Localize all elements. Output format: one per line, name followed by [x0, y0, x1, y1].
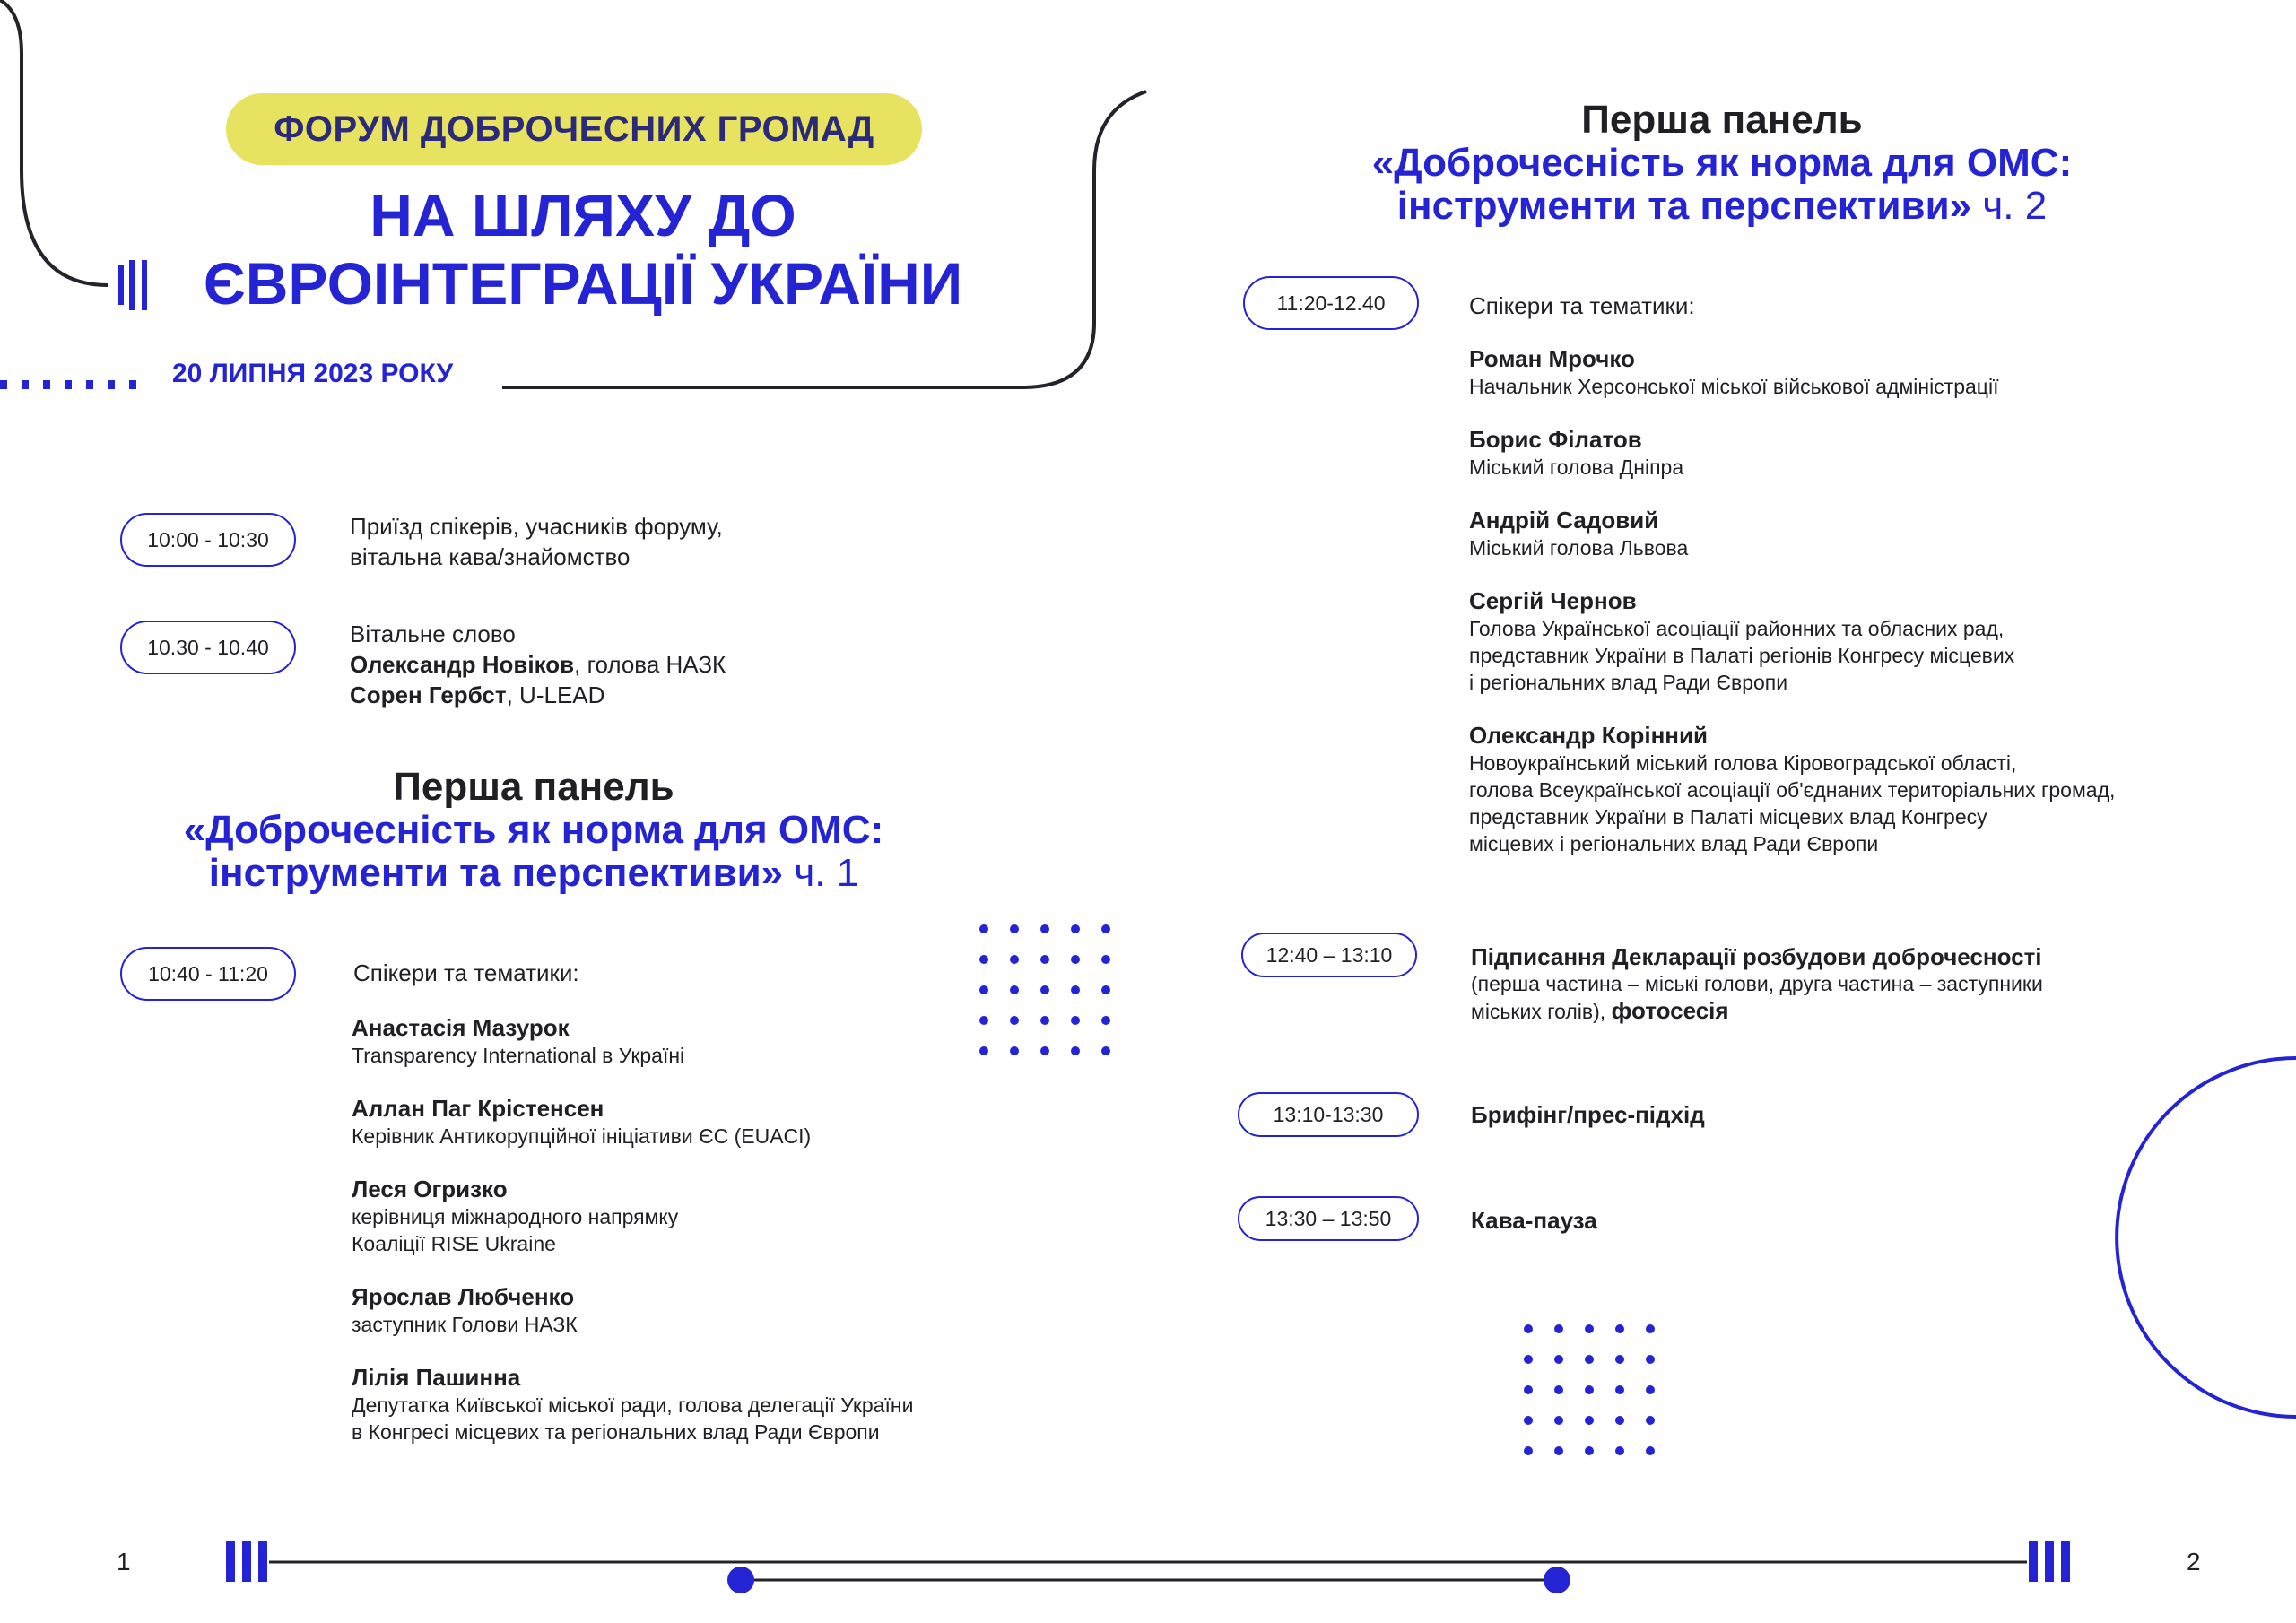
speaker-name: Ярослав Любченко	[352, 1283, 575, 1310]
grid-dot	[1524, 1446, 1533, 1455]
speaker-name: Сорен Гербст	[350, 681, 507, 708]
grid-dot	[1101, 985, 1110, 994]
schedule-item	[1471, 1207, 1597, 1234]
grid-dot	[1101, 955, 1110, 964]
panel-title-line-1: «Доброчесність як норма для ОМС:	[1371, 141, 2073, 185]
time-badge: 10.30 - 10.40	[120, 621, 296, 674]
grid-dot	[1615, 1446, 1624, 1455]
schedule-item-line: вітальна кава/знайомство	[350, 543, 631, 570]
speaker-role: Міський голова Львова	[1469, 536, 1689, 560]
schedule-item-line: Вітальне слово	[350, 621, 516, 647]
schedule-item	[1471, 943, 2043, 1025]
speaker-name: Сергій Чернов	[1469, 587, 1637, 614]
grid-dot	[1554, 1446, 1563, 1455]
speaker-name: Борис Філатов	[1469, 426, 1642, 453]
speaker-entry	[1469, 506, 2258, 561]
speaker-entry	[1469, 344, 2258, 400]
grid-dot	[1554, 1385, 1563, 1394]
speaker-name: Лілія Пашинна	[352, 1364, 521, 1391]
grid-dot	[1646, 1416, 1655, 1425]
grid-dot	[1524, 1355, 1533, 1364]
panel-title-line-2: інструменти та перспективи»	[208, 851, 784, 895]
speaker-name: Анастасія Мазурок	[352, 1014, 570, 1041]
footer-bars-right-icon	[2029, 1541, 2070, 1582]
speaker-role: заступник Голови НАЗК	[352, 1313, 578, 1336]
speaker-entry	[1469, 721, 2258, 857]
event-title: Підписання Декларації розбудови доброчесності	[1471, 943, 2042, 970]
schedule-item	[350, 511, 723, 572]
event-subtitle: (перша частина – міські голови, друга частина – заступники	[1471, 972, 2043, 995]
grid-dot	[1615, 1385, 1624, 1394]
grid-dot	[1585, 1416, 1594, 1425]
panel-title-line-1: «Доброчесність як норма для ОМС:	[183, 808, 884, 852]
schedule-item-line: Приїзд спікерів, учасників форуму,	[350, 513, 723, 540]
speaker-role: Новоукраїнський міський голова Кіровоградської області, голова Всеукраїнської асоціації об'єднаних територіальних громад, представник України в Палаті місцевих влад Конгресу місцевих і регіональних влад Ради Європи	[1469, 751, 2116, 855]
grid-dot	[1646, 1446, 1655, 1455]
grid-dot	[1615, 1324, 1624, 1333]
time-badge: 10:00 - 10:30	[120, 513, 296, 567]
event-title: Кава-пауза	[1471, 1207, 1597, 1234]
grid-dot	[1071, 955, 1080, 964]
grid-dot	[1524, 1324, 1533, 1333]
right-half-circle	[2117, 1058, 2296, 1417]
panel-title-line-2: інструменти та перспективи»	[1396, 184, 1972, 228]
grid-dot	[1040, 955, 1049, 964]
time-badge: 11:20-12.40	[1243, 276, 1419, 330]
grid-dot	[1010, 985, 1019, 994]
grid-dot	[1646, 1355, 1655, 1364]
schedule-item	[350, 619, 726, 710]
grid-dot	[1524, 1416, 1533, 1425]
forum-label-badge	[226, 93, 922, 165]
speaker-entry	[352, 1094, 1141, 1150]
speaker-line	[350, 649, 726, 680]
speaker-role: Transparency International в Україні	[352, 1044, 685, 1067]
title-line-1: НА ШЛЯХУ ДО	[370, 182, 796, 248]
grid-dot	[1010, 955, 1019, 964]
panel-label: Перша панель	[1581, 98, 1863, 142]
grid-dot	[979, 955, 988, 964]
grid-dot	[1615, 1416, 1624, 1425]
speaker-name: Олександр Новіков	[350, 651, 575, 678]
schedule-item	[1471, 1101, 1705, 1128]
time-badge: 13:30 – 13:50	[1238, 1196, 1419, 1241]
grid-dot	[1071, 985, 1080, 994]
grid-dot	[1554, 1416, 1563, 1425]
dot-grid-right	[1524, 1324, 1655, 1455]
speaker-role: Міський голова Дніпра	[1469, 456, 1684, 479]
speaker-name: Роман Мрочко	[1469, 345, 1635, 372]
grid-dot	[1646, 1324, 1655, 1333]
panel-part-label: ч. 1	[783, 851, 859, 895]
grid-dot	[1615, 1355, 1624, 1364]
grid-dot	[1585, 1385, 1594, 1394]
speaker-entry	[352, 1282, 1141, 1338]
grid-dot	[1524, 1385, 1533, 1394]
panel-part-label: ч. 2	[1971, 184, 2048, 228]
speaker-role: Начальник Херсонської міської військової адміністрації	[1469, 375, 1999, 398]
speaker-entry	[352, 1175, 1141, 1257]
event-subtitle-bold: фотосесія	[1611, 997, 1729, 1024]
speaker-role: , U-LEAD	[506, 681, 605, 708]
grid-dot	[1554, 1324, 1563, 1333]
grid-dot	[1010, 924, 1019, 933]
time-badge: 12:40 – 13:10	[1241, 933, 1417, 977]
title-line-2: ЄВРОІНТЕГРАЦІЇ УКРАЇНИ	[203, 250, 963, 317]
panel-heading-part-2	[1274, 99, 2170, 228]
speaker-role: Депутатка Київської міської ради, голова делегації України в Конгресі місцевих та регіональних влад Ради Європи	[352, 1393, 914, 1444]
footer-dot-left	[727, 1567, 754, 1593]
speaker-role: Голова Української асоціації районних та обласних рад, представник України в Палаті регіонів Конгресу місцевих і регіональних влад Ради Європи	[1469, 617, 2015, 694]
footer-bars-left-icon	[226, 1541, 267, 1582]
forum-label: ФОРУМ ДОБРОЧЕСНИХ ГРОМАД	[274, 108, 874, 149]
speaker-entry	[352, 1013, 1141, 1069]
speaker-entry	[1469, 586, 2258, 696]
speakers-intro: Спікери та тематики:	[353, 959, 579, 986]
event-date: 20 ЛИПНЯ 2023 РОКУ	[172, 359, 454, 388]
event-subtitle: міських голів),	[1471, 1000, 1612, 1023]
grid-dot	[1040, 924, 1049, 933]
panel-heading-part-1	[90, 766, 978, 895]
speaker-role: Керівник Антикорупційної ініціативи ЄС (EUACI)	[352, 1124, 812, 1148]
grid-dot	[979, 985, 988, 994]
speaker-role: , голова НАЗК	[574, 651, 726, 678]
grid-dot	[1071, 924, 1080, 933]
speakers-intro: Спікери та тематики:	[1469, 292, 1695, 319]
page-number-right: 2	[2187, 1548, 2201, 1575]
grid-dot	[1585, 1355, 1594, 1364]
speaker-name: Андрій Садовий	[1469, 507, 1659, 534]
top-left-curve-line	[0, 0, 108, 285]
date-leader-dots	[0, 380, 136, 389]
speaker-line	[350, 680, 726, 710]
event-title: Брифінг/прес-підхід	[1471, 1101, 1705, 1128]
grid-dot	[1554, 1355, 1563, 1364]
grid-dot	[979, 924, 988, 933]
page-number-left: 1	[117, 1548, 131, 1575]
time-badge: 13:10-13:30	[1238, 1092, 1419, 1137]
time-badge: 10:40 - 11:20	[120, 947, 296, 1001]
speaker-entry	[352, 1363, 1141, 1445]
speaker-name: Аллан Паг Крістенсен	[352, 1095, 604, 1122]
footer-dot-right	[1544, 1567, 1570, 1593]
speaker-role: керівниця міжнародного напрямку Коаліції RISE Ukraine	[352, 1205, 679, 1255]
speaker-name: Олександр Корінний	[1469, 722, 1708, 749]
grid-dot	[1646, 1385, 1655, 1394]
speaker-entry	[1469, 425, 2258, 481]
grid-dot	[1585, 1324, 1594, 1333]
panel-label: Перша панель	[393, 765, 674, 809]
grid-dot	[1040, 985, 1049, 994]
grid-dot	[1101, 924, 1110, 933]
speaker-name: Леся Огризко	[352, 1176, 508, 1202]
grid-dot	[1585, 1446, 1594, 1455]
